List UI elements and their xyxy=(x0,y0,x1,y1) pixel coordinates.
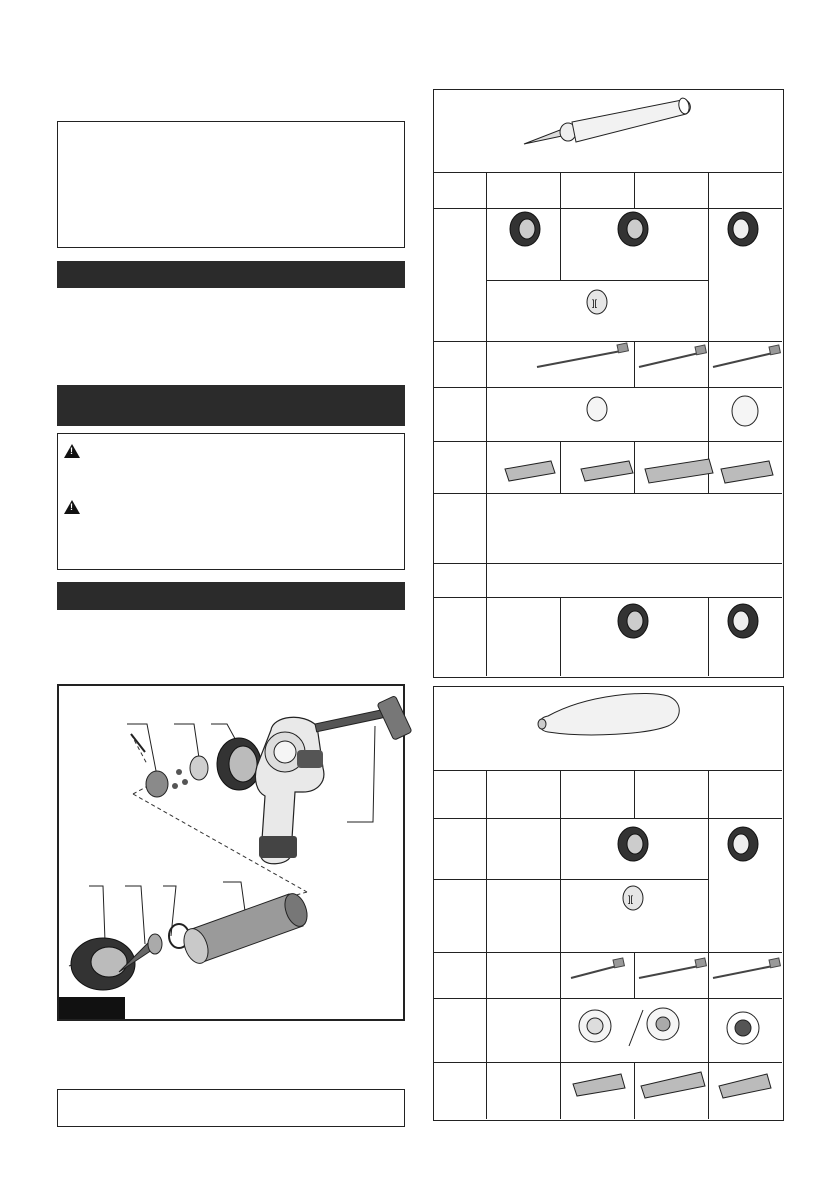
svg-text:][: ][ xyxy=(592,298,598,308)
nozzle-adapter-icon xyxy=(579,1008,759,1046)
plunger-disc-icon xyxy=(623,886,643,910)
end-cap-icon xyxy=(618,604,758,638)
rod-icon xyxy=(537,343,780,367)
warning-box xyxy=(57,433,405,570)
holder-tube-icon xyxy=(573,1072,771,1098)
table-2-icons xyxy=(433,686,782,1119)
nozzle-cap-icon xyxy=(587,396,758,426)
warning-icon xyxy=(64,500,80,514)
end-cap-icon xyxy=(618,212,648,246)
section-bar xyxy=(57,261,405,288)
holder-tube-icon xyxy=(505,459,773,483)
assembly-figure xyxy=(57,684,405,1021)
warning-icon xyxy=(64,444,80,458)
end-cap-icon xyxy=(728,212,758,246)
plunger-disc-icon xyxy=(587,290,607,314)
rod-icon xyxy=(571,958,780,978)
table-1-icons xyxy=(433,89,782,676)
section-bar-tall xyxy=(57,385,405,426)
end-cap-icon xyxy=(618,827,758,861)
note-box xyxy=(57,121,405,248)
end-cap-icon xyxy=(510,212,540,246)
section-bar xyxy=(57,582,405,610)
page-bottom-edge xyxy=(0,1186,840,1192)
exploded-view-illustration xyxy=(59,686,403,1019)
figure-label xyxy=(59,997,125,1019)
svg-text:][: ][ xyxy=(628,894,634,904)
note-box xyxy=(57,1089,405,1127)
